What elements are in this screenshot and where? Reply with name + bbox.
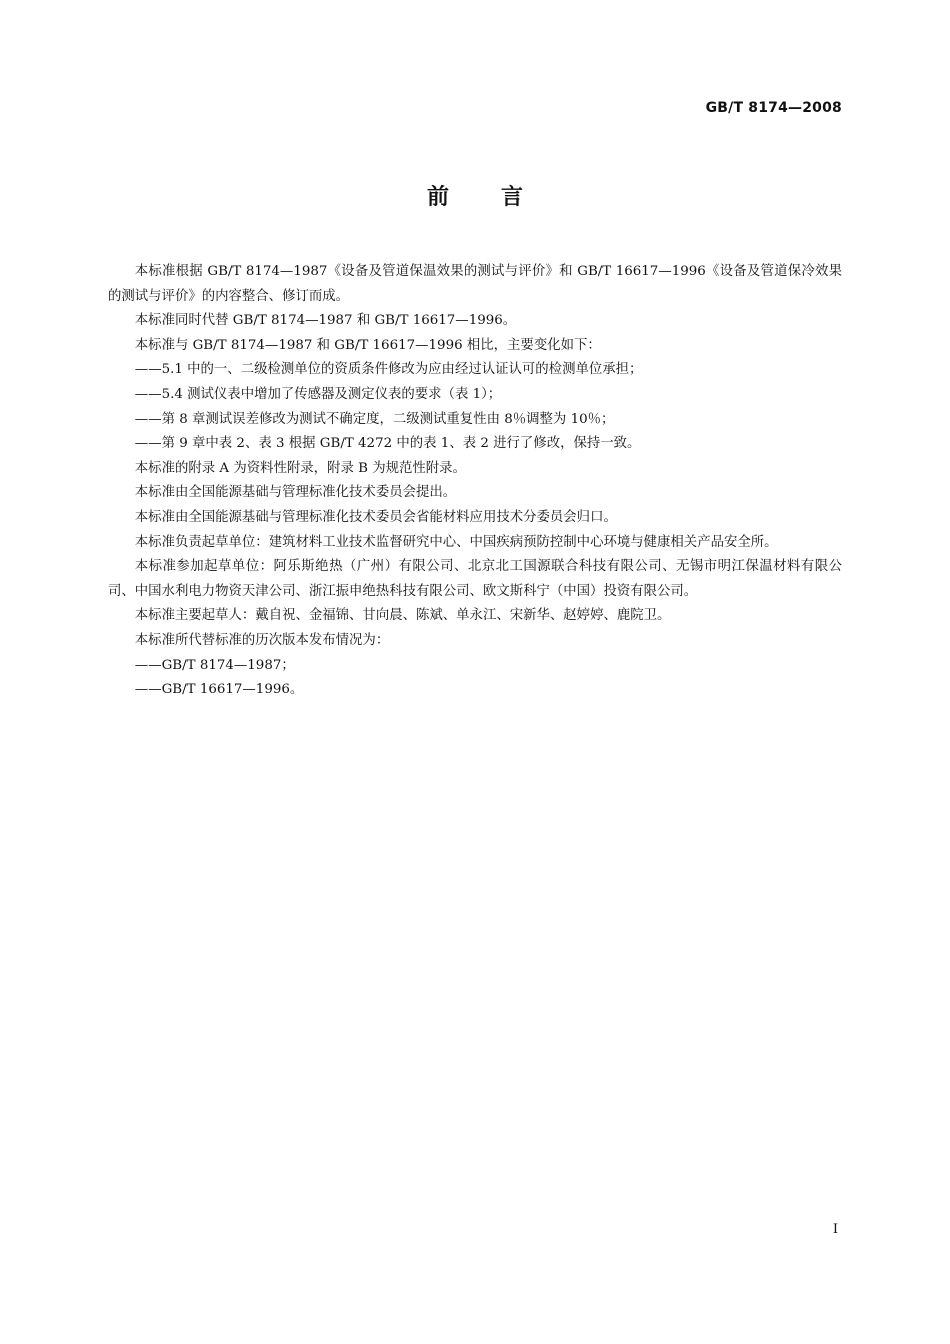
paragraph: 本标准的附录 A 为资料性附录，附录 B 为规范性附录。 (134, 460, 466, 476)
page-number: I (832, 1222, 838, 1237)
list-item: ——第 8 章测试误差修改为测试不确定度，二级测试重复性由 8％调整为 10％； (134, 411, 615, 427)
foreword-body (108, 260, 842, 703)
paragraph: 本标准由全国能源基础与管理标准化技术委员会省能材料应用技术分委员会归口。 (134, 509, 617, 525)
title-char-1: 前 (426, 185, 449, 210)
standard-number: GB/T 8174—2008 (705, 100, 842, 116)
paragraph: 本标准负责起草单位：建筑材料工业技术监督研究中心、中国疾病预防控制中心环境与健康相关产品安全所。 (134, 534, 778, 550)
list-item: ——5.4 测试仪表中增加了传感器及测定仪表的要求（表 1）； (134, 386, 502, 402)
list-item: ——GB/T 8174—1987； (134, 657, 295, 673)
title-char-2: 言 (501, 185, 524, 210)
paragraph: 本标准根据 GB/T 8174—1987《设备及管道保温效果的测试与评价》和 GB/T 16617—1996《设备及管道保冷效果的测试与评价》的内容整合、修订而成。 (108, 264, 842, 304)
paragraph: 本标准与 GB/T 8174—1987 和 GB/T 16617—1996 相比，主要变化如下： (134, 337, 601, 353)
page-title (0, 180, 950, 211)
paragraph: 本标准所代替标准的历次版本发布情况为： (134, 632, 390, 648)
paragraph: 本标准参加起草单位：阿乐斯绝热（广州）有限公司、北京北工国源联合科技有限公司、无锡市明江保温材料有限公司、中国水利电力物资天津公司、浙江振申绝热科技有限公司、欧文斯科宁（中国）投资有限公司。 (108, 559, 842, 599)
paragraph: 本标准同时代替 GB/T 8174—1987 和 GB/T 16617—1996。 (134, 313, 517, 329)
paragraph: 本标准主要起草人：戴自祝、金福锦、甘向晨、陈斌、单永江、宋新华、赵婷婷、鹿院卫。 (134, 608, 671, 624)
list-item: ——5.1 中的一、二级检测单位的资质条件修改为应由经过认证认可的检测单位承担； (134, 362, 643, 378)
list-item: ——第 9 章中表 2、表 3 根据 GB/T 4272 中的表 1、表 2 进行了修改，保持一致。 (134, 436, 641, 452)
paragraph: 本标准由全国能源基础与管理标准化技术委员会提出。 (134, 485, 457, 501)
list-item: ——GB/T 16617—1996。 (134, 682, 304, 698)
